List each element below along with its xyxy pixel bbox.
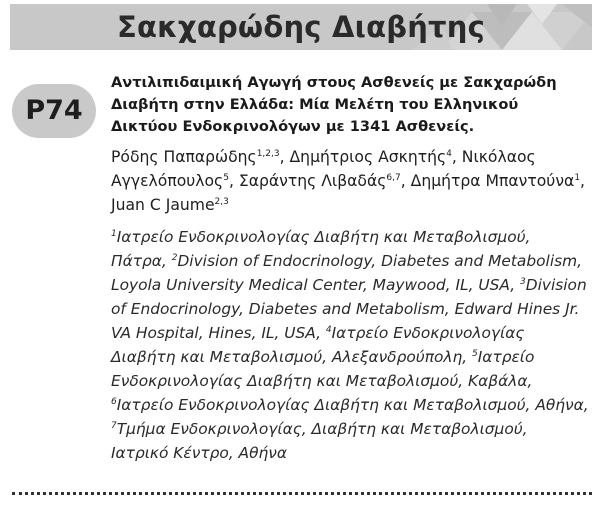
affiliation-text: Ιατρείο Ενδοκρινολογίας Διαβήτη και Μεταβολισμού, Πάτρα xyxy=(111,228,531,270)
affiliation-text: Τμήμα Ενδοκρινολογίας, Διαβήτη και Μεταβολισμού, Ιατρικό Κέντρο, Αθήνα xyxy=(111,420,528,462)
affiliation-number: 3 xyxy=(520,277,526,287)
section-title: Σακχαρώδης Διαβήτης xyxy=(117,10,485,44)
affiliation-text: Ιατρείο Ενδοκρινολογίας Διαβήτη και Μεταβολισμού, Καβάλα xyxy=(111,348,535,390)
affiliation-number: 6 xyxy=(111,397,117,407)
author-affiliation-ref: 1 xyxy=(574,173,581,183)
affiliation-number: 4 xyxy=(325,325,332,335)
author-name: Σαράντης Λιβαδάς xyxy=(238,172,387,190)
affiliation-text: Ιατρείο Ενδοκρινολογίας Διαβήτη και Μεταβολισμού, Αθήνα xyxy=(116,396,584,414)
abstract-title: Αντιλιπιδαιμική Αγωγή στους Ασθενείς με Σακχαρώδη Διαβήτη στην Ελλάδα: Μία Μελέτη του Ελληνικού Δικτύου Ενδοκρινολόγων με 1341 Ασθενείς. xyxy=(111,74,557,135)
author-name: Ρόδης Παπαρώδης xyxy=(111,148,257,166)
affiliation-number: 5 xyxy=(472,349,478,359)
affiliation-text: Division of Endocrinology, Diabetes and Metabolism, Edward Hines Jr. VA Hospital, Hines, IL, USA xyxy=(111,276,587,342)
author-affiliation-ref: 4 xyxy=(446,149,452,159)
author-affiliation-ref: 5 xyxy=(223,173,229,183)
affiliation-list: $^1$Ιατρείο Ενδοκρινολογίας Διαβήτη και Μεταβολισμού, Πάτρα, $^2$Division of Endocrinology, Diabetes and Metabolism, Loyola University Medical Center, Maywood, IL, USA, $^3$Division of Endocrinology, Diabetes and Metabolism, Edward Hines Jr. VA Hospital, Hines, IL, USA, $^4$Ιατρείο Ενδοκρινολογίας Διαβήτη και Μεταβολισμού, Αλεξανδρούπολη, $^5$Ιατρείο Ενδοκρινολογίας Διαβήτη και Μεταβολισμού, Καβάλα, $^6$Ιατρείο Ενδοκρινολογίας Διαβήτη και Μεταβολισμού, Αθήνα, $^7$Τμήμα Ενδοκρινολογίας, Διαβήτη και Μεταβολισμού, Ιατρικό Κέντρο, Αθήνα xyxy=(111,228,589,462)
author-name: Δημήτριος Ασκητής xyxy=(289,148,447,166)
author-affiliation-ref: 6,7 xyxy=(386,173,401,183)
affiliation-number: 1 xyxy=(111,229,117,239)
author-name: Νικόλαος Αγγελόπουλος xyxy=(111,148,536,190)
section-header xyxy=(10,4,592,50)
author-name: Juan C Jaume xyxy=(111,196,215,214)
abstract-content xyxy=(111,72,589,465)
author-affiliation-ref: 1,2,3 xyxy=(256,149,280,159)
affiliation-text: Ιατρείο Ενδοκρινολογίας Διαβήτη και Μεταβολισμού, Αλεξανδρούπολη xyxy=(111,324,525,366)
affiliation-text: Division of Endocrinology, Diabetes and Metabolism, Loyola University Medical Center, Maywood, IL, USA xyxy=(111,252,583,294)
abstract-code-badge: P74 xyxy=(12,84,96,138)
affiliation-number: 7 xyxy=(111,421,117,431)
author-affiliation-ref: 2,3 xyxy=(214,197,229,207)
author-list: Ρόδης Παπαρώδης$^{1,2,3}$, Δημήτριος Ασκητής$^4$, Νικόλαος Αγγελόπουλος$^5$, Σαράντης Λιβαδάς$^{6,7}$, Δημήτρα Μπαντούνα$^1$, Juan C Jaume$^{2,3}$ xyxy=(111,148,586,214)
affiliation-number: 2 xyxy=(171,253,178,263)
dotted-divider xyxy=(12,492,592,495)
author-name: Δημήτρα Μπαντούνα xyxy=(410,172,575,190)
